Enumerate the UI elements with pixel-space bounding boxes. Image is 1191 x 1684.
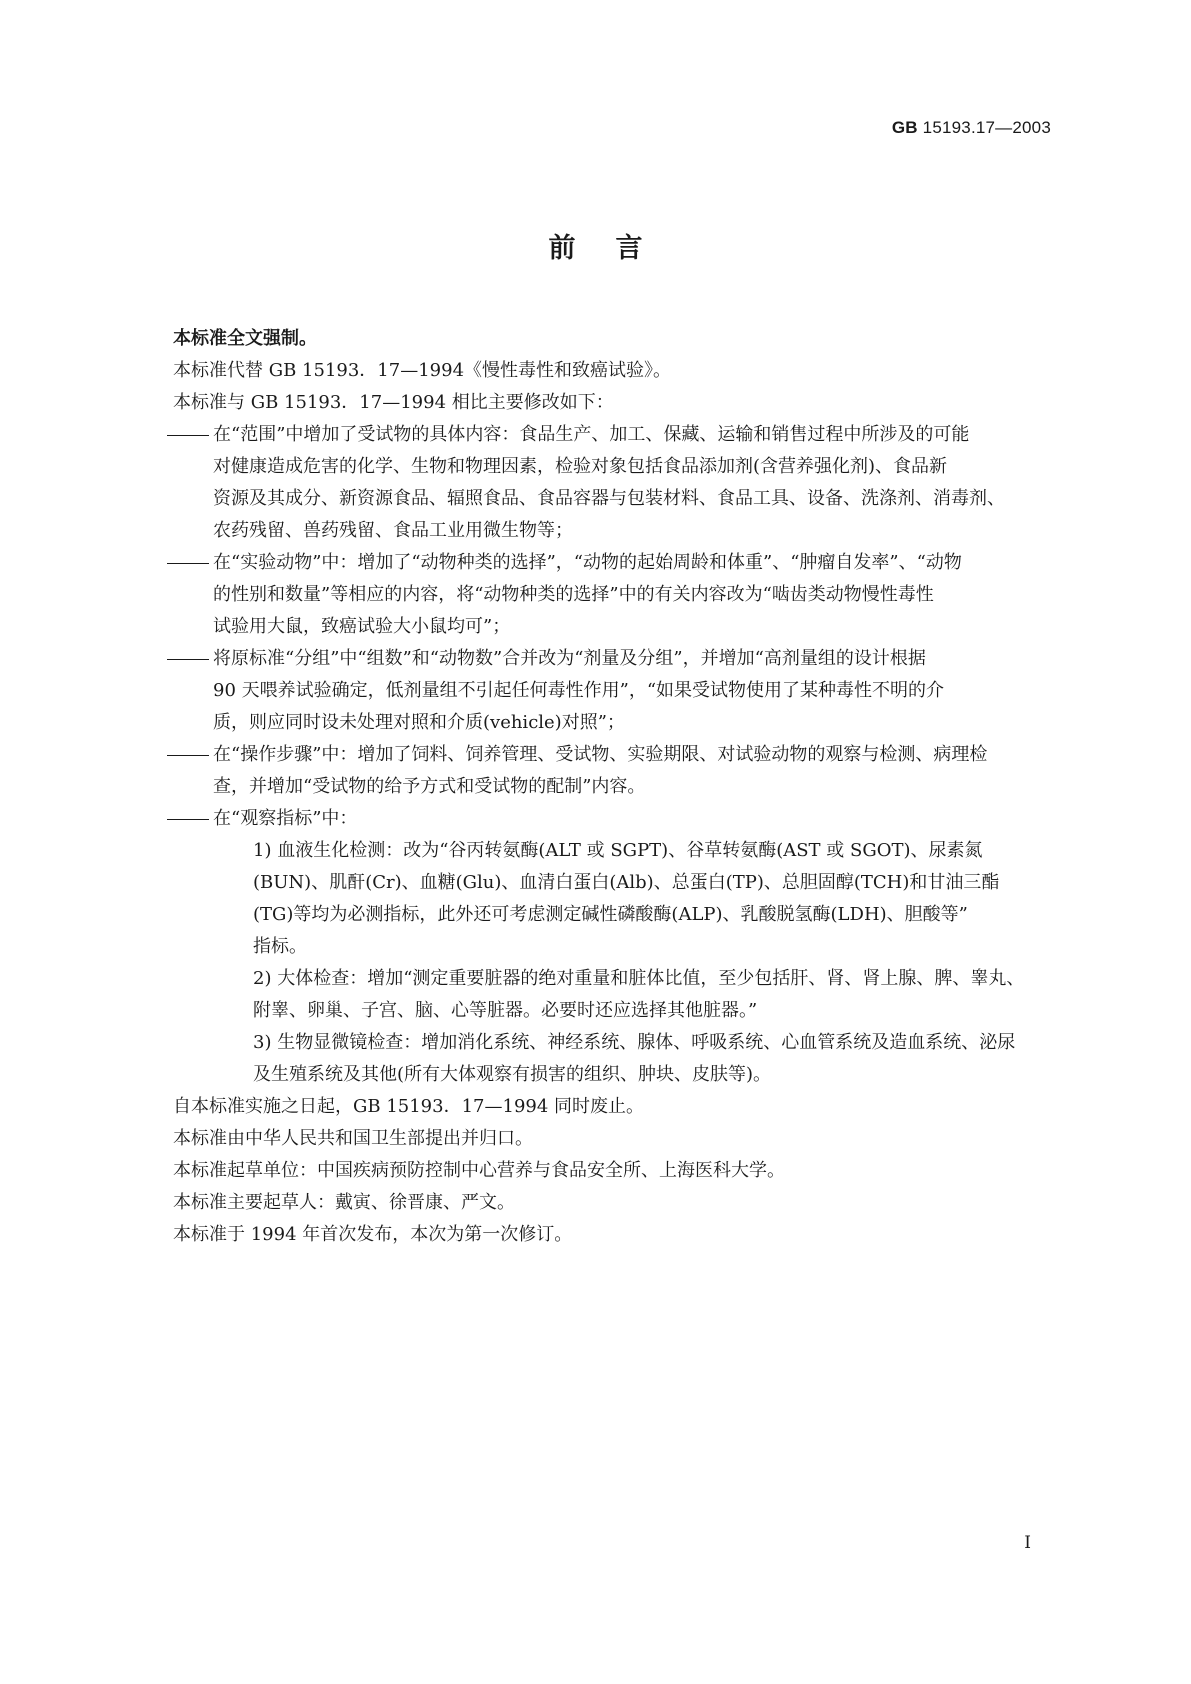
item-line: 质，则应同时设未处理对照和介质(vehicle)对照”；: [213, 712, 625, 733]
item-line: 的性别和数量”等相应的内容，将“动物种类的选择”中的有关内容改为“啮齿类动物慢性毒性: [213, 584, 934, 605]
item-line: 在“操作步骤”中：增加了饲料、饲养管理、受试物、实验期限、对试验动物的观察与检测、病理检: [213, 744, 988, 765]
subitem-line: 3) 生物显微镜检查：增加消化系统、神经系统、腺体、呼吸系统、心血管系统及造血系统、泌尿: [253, 1032, 1016, 1053]
change-item-scope: [173, 419, 1053, 547]
subitem-gross-examination: [213, 963, 1053, 1027]
standard-code-prefix: GB: [891, 118, 918, 137]
subitem-line: 及生殖系统及其他(所有大体观察有损害的组织、肿块、皮肤等)。: [253, 1064, 772, 1085]
item-line: 将原标准“分组”中“组数”和“动物数”合并改为“剂量及分组”，并增加“高剂量组的设计根据: [213, 648, 926, 669]
item-line: 农药残留、兽药残留、食品工业用微生物等；: [213, 520, 573, 541]
proposer-statement: 本标准由中华人民共和国卫生部提出并归口。: [173, 1128, 533, 1149]
subitem-line: (TG)等均为必测指标，此外还可考虑测定碱性磷酸酶(ALP)、乳酸脱氢酶(LDH)、胆酸等”: [253, 904, 968, 925]
subitem-line: 1) 血液生化检测：改为“谷丙转氨酶(ALT 或 SGPT)、谷草转氨酶(AST 或 SGOT)、尿素氮: [253, 840, 983, 861]
item-line: 在“范围”中增加了受试物的具体内容：食品生产、加工、保藏、运输和销售过程中所涉及的可能: [213, 424, 970, 445]
standard-code-number: 15193.17—2003: [922, 118, 1051, 137]
subitem-line: 附睾、卵巢、子宫、脑、心等脏器。必要时还应选择其他脏器。”: [253, 1000, 758, 1021]
replacement-statement: 本标准代替 GB 15193．17—1994《慢性毒性和致癌试验》。: [173, 360, 672, 381]
abolition-statement: 自本标准实施之日起，GB 15193．17—1994 同时废止。: [173, 1096, 645, 1117]
mandatory-statement: 本标准全文强制。: [173, 328, 317, 349]
item-line: 对健康造成危害的化学、生物和物理因素，检验对象包括食品添加剂(含营养强化剂)、食品新: [213, 456, 948, 477]
changes-intro: 本标准与 GB 15193．17—1994 相比主要修改如下：: [173, 392, 614, 413]
item-line: 在“观察指标”中：: [213, 808, 358, 829]
subitem-line: 2) 大体检查：增加“测定重要脏器的绝对重量和脏体比值，至少包括肝、肾、肾上腺、脾、睾丸、: [253, 968, 1025, 989]
change-item-procedure: [173, 739, 1053, 803]
release-history: 本标准于 1994 年首次发布，本次为第一次修订。: [173, 1224, 573, 1245]
item-line: 试验用大鼠，致癌试验大小鼠均可”；: [213, 616, 511, 637]
subitem-blood-biochemistry: [213, 835, 1053, 963]
page-title: 前言: [548, 233, 683, 264]
standard-code: [892, 118, 1051, 138]
change-item-grouping: [173, 643, 1053, 739]
item-line: 90 天喂养试验确定，低剂量组不引起任何毒性作用”，“如果受试物使用了某种毒性不明的介: [213, 680, 945, 701]
drafters: 本标准主要起草人：戴寅、徐晋康、严文。: [173, 1192, 515, 1213]
drafting-units: 本标准起草单位：中国疾病预防控制中心营养与食品安全所、上海医科大学。: [173, 1160, 785, 1181]
change-item-animals: [173, 547, 1053, 643]
change-item-indicators: [173, 803, 1053, 1091]
item-line: 在“实验动物”中：增加了“动物种类的选择”，“动物的起始周龄和体重”、“肿瘤自发率”、“动物: [213, 552, 962, 573]
subitem-microscopy: [213, 1027, 1053, 1091]
subitem-line: 指标。: [253, 936, 307, 957]
subitem-line: (BUN)、肌酐(Cr)、血糖(Glu)、血清白蛋白(Alb)、总蛋白(TP)、总胆固醇(TCH)和甘油三酯: [253, 872, 1000, 893]
item-line: 查，并增加“受试物的给予方式和受试物的配制”内容。: [213, 776, 646, 797]
item-line: 资源及其成分、新资源食品、辐照食品、食品容器与包装材料、食品工具、设备、洗涤剂、消毒剂、: [213, 488, 1005, 509]
foreword-body: [173, 323, 1053, 1251]
page-number: I: [1024, 1533, 1031, 1553]
